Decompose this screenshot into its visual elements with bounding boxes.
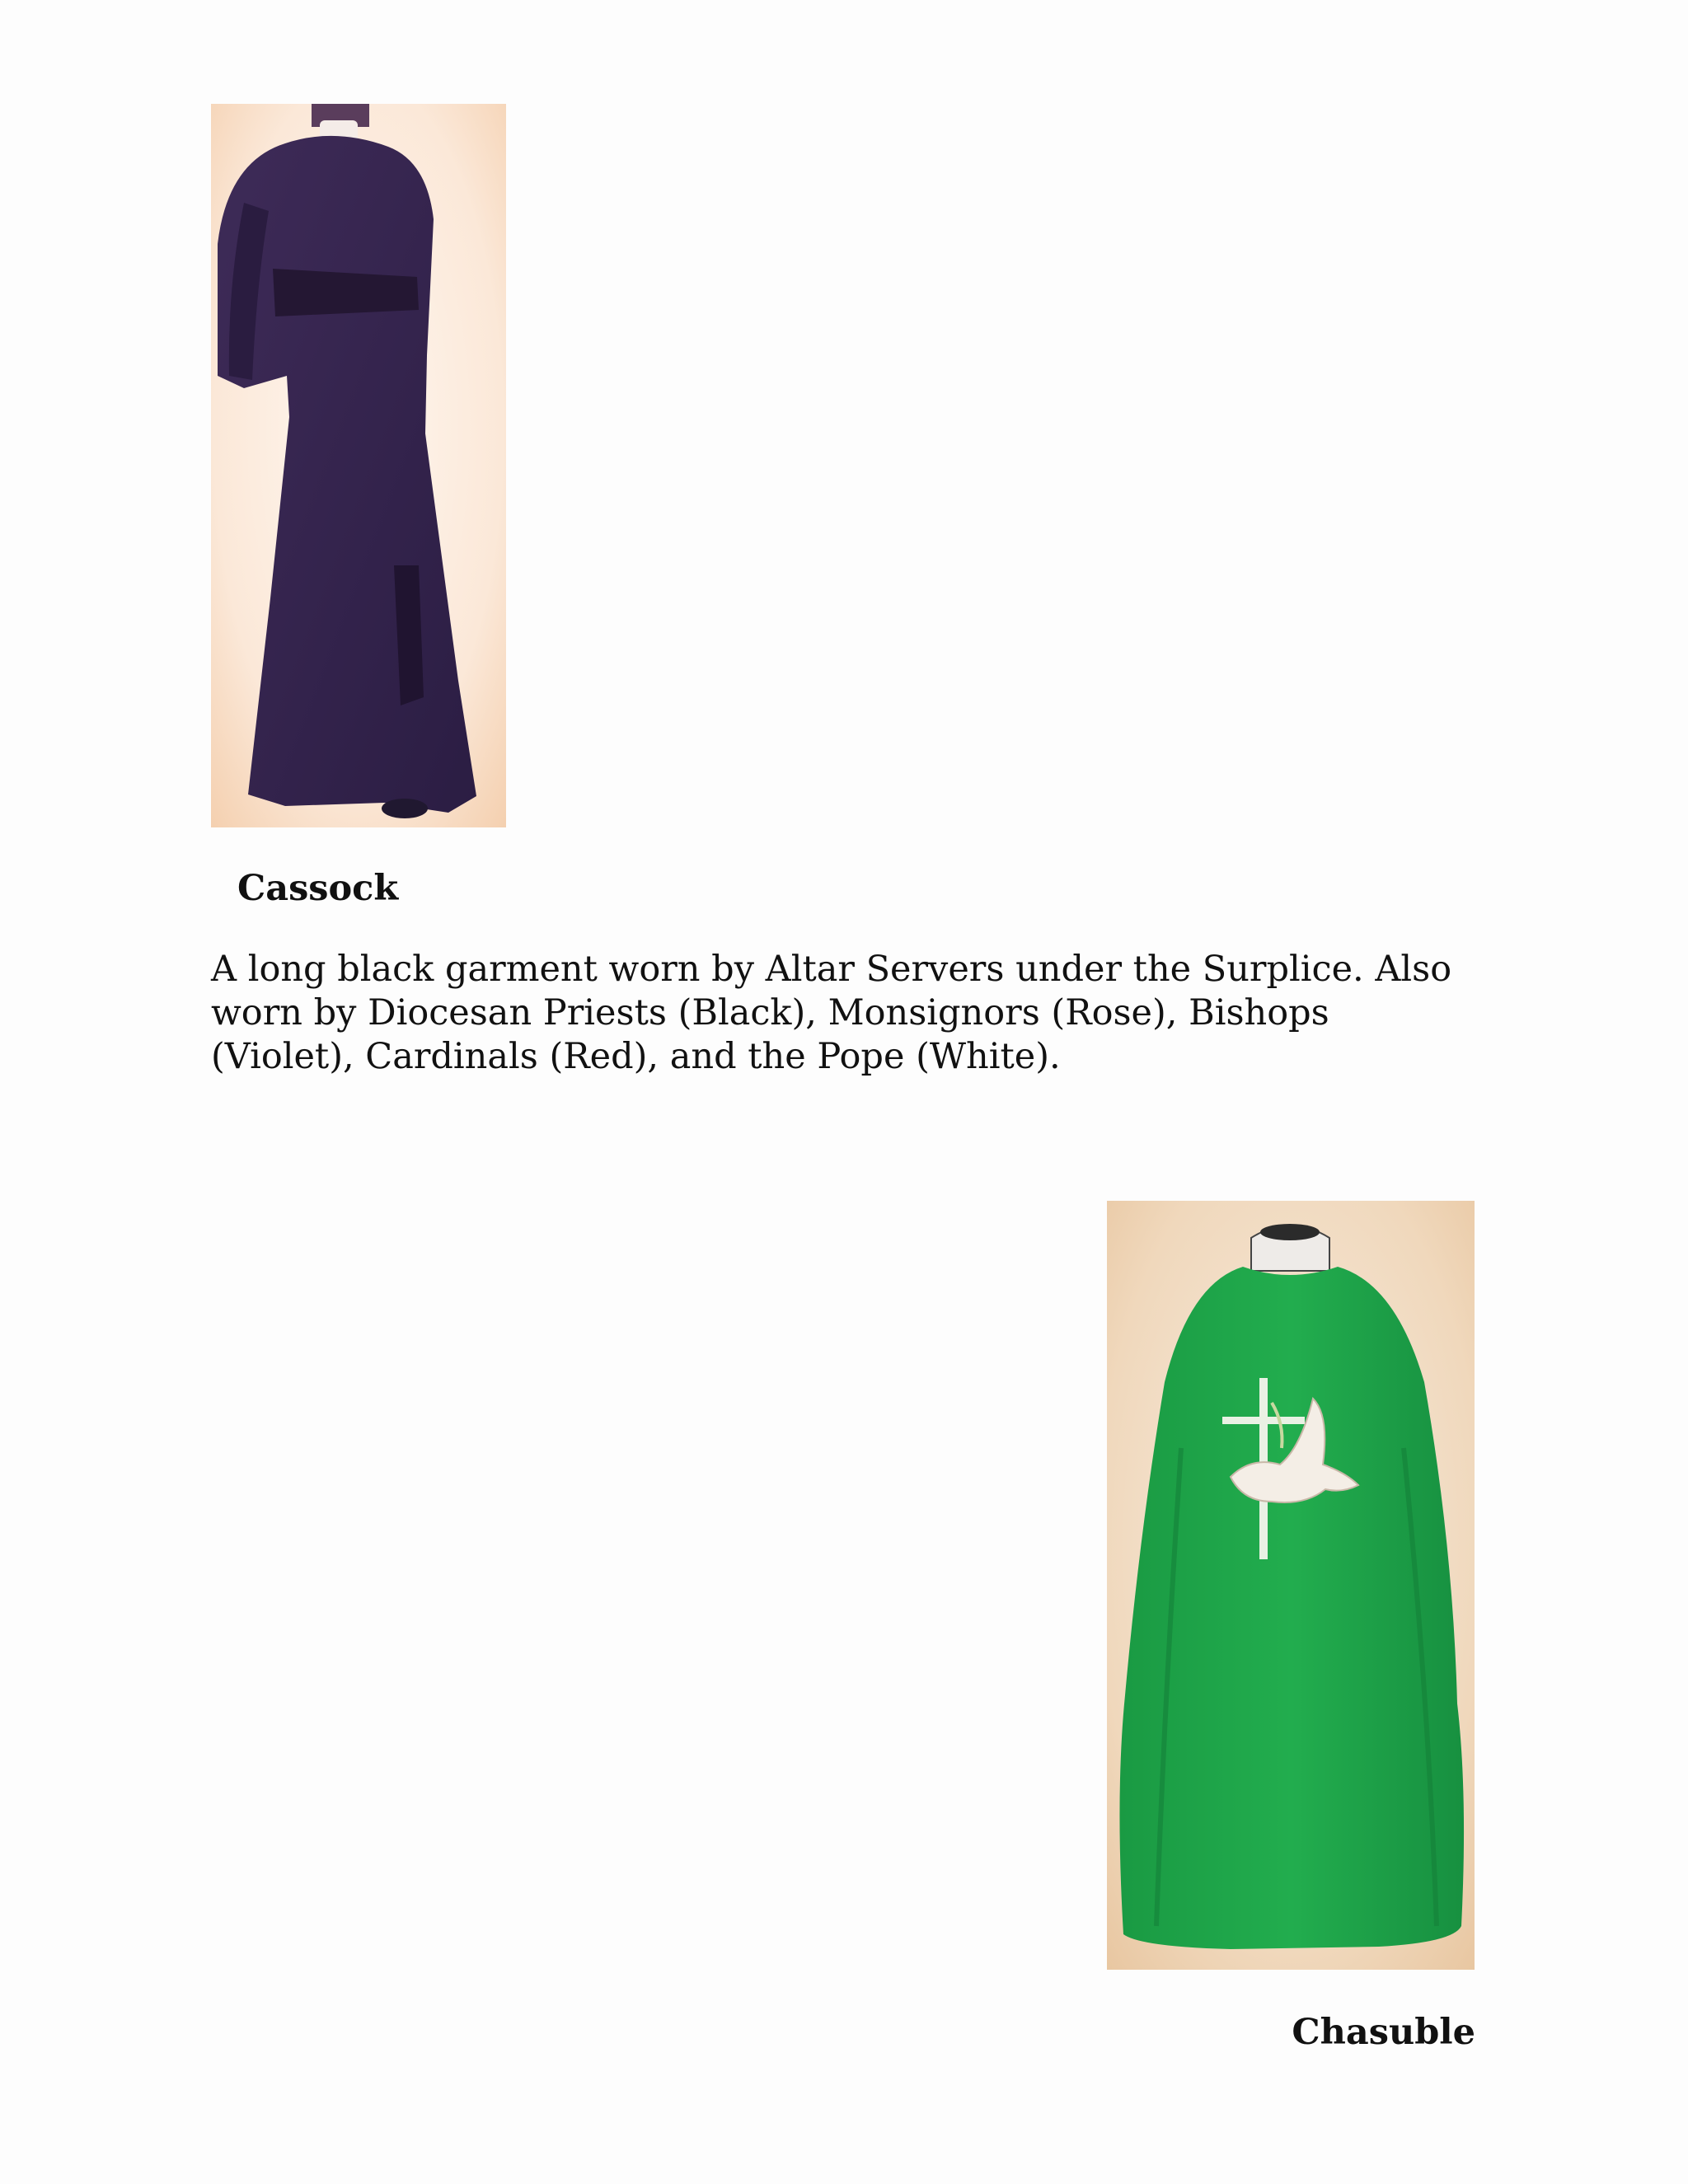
chasuble-photo [1107,1201,1475,1970]
cassock-description-line: worn by Diocesan Priests (Black), Monsignors (Rose), Bishops [211,992,1329,1033]
chasuble-caption: Chasuble [1292,2012,1475,2053]
cassock-description-line: (Violet), Cardinals (Red), and the Pope (White). [211,1036,1061,1077]
cassock-photo [211,104,506,827]
cassock-description-line: A long black garment worn by Altar Servers under the Surplice. Also [211,949,1452,990]
cassock-description [211,948,1497,1079]
cassock-caption: Cassock [237,868,399,909]
